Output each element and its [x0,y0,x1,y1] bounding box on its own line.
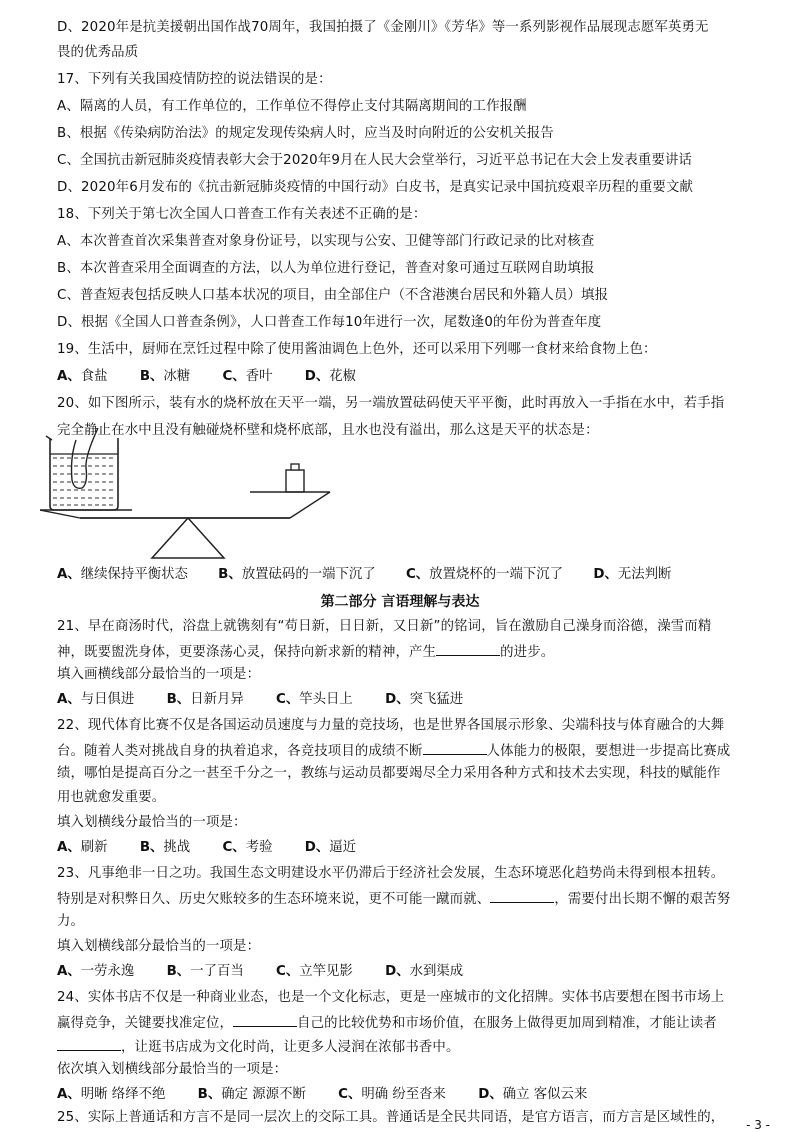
q21-option: B、日新月异 [166,692,244,707]
q22-stem-line2: 台。随着人类对挑战自身的执着追求，各竞技项目的成绩不断 人体能力的极限，要想进一步提高比赛成 [57,744,731,759]
q16-option-d-line2: 畏的优秀品质 [57,45,139,60]
q17-option-c: C、全国抗击新冠肺炎疫情表彰大会于2020年9月在人民大会堂举行，习近平总书记在大会上发表重要讲话 [57,153,693,168]
q24-stem-line3: ，让逛书店成为文化时尚，让更多人浸润在浓郁书香中。 [57,1038,757,1056]
weight-icon [286,464,304,492]
q21-stem-line1: 21、早在商汤时代，浴盘上就镌刻有“苟日新，日日新，又日新”的铭词，旨在激励自己澡身而浴德，澡雪而精 [57,619,712,634]
q21-stem-line2: 神，既要盥洗身体，更要涤荡心灵，保持向新求新的精神，产生 的进步。 [57,645,555,660]
page-number: - 3 - [746,1118,770,1132]
q23-option: C、立竿见影 [276,964,353,979]
q17-stem: 17、下列有关我国疫情防控的说法错误的是： [57,72,332,87]
q24-option: A、明晰 络绎不绝 [57,1087,166,1102]
q21-options [57,692,491,708]
q17-option-d: D、2020年6月发布的《抗击新冠肺炎疫情的中国行动》白皮书，是真实记录中国抗疫艰辛历程的重要文献 [57,180,694,195]
q24-option: C、明确 纷至沓来 [338,1087,446,1102]
q20-option: C、放置烧杯的一端下沉了 [405,567,564,582]
q23-prompt: 填入划横线部分最恰当的一项是： [57,939,261,954]
q22-stem-line1: 22、现代体育比赛不仅是各国运动员速度与力量的竞技场，也是世界各国展示形象、尖端科技与体育融合的大舞 [57,718,725,733]
q22-option: B、挑战 [139,840,191,855]
q19-option: C、香叶 [222,369,273,384]
beaker-icon [46,436,118,510]
answer-blank [423,742,487,755]
q18-option-b: B、本次普查采用全面调查的方法，以人为单位进行登记，普查对象可通过互联网自助填报 [57,261,595,276]
q18-stem: 18、下列关于第七次全国人口普查工作有关表述不正确的是： [57,207,427,222]
q20-stem-line2: 完全静止在水中且没有触碰烧杯壁和烧杯底部，且水也没有溢出，那么这是天平的状态是： [57,423,599,438]
q20-stem-line1: 20、如下图所示，装有水的烧杯放在天平一端，另一端放置砝码使天平平衡，此时再放入一手指在水中，若手指 [57,396,725,411]
fulcrum-icon [152,518,224,558]
section-title: 第二部分 言语理解与表达 [320,594,480,610]
answer-blank [490,890,554,903]
q23-stem-line2: 特别是对积弊日久、历史欠账较多的生态环境来说，更不可能一蹴而就、 ，需要付出长期不懈的艰苦努 [57,892,731,907]
q24-stem-line2: 赢得竞争，关键要找准定位， 自己的比较优势和市场价值，在服务上做得更加周到精准，才能让读者 [57,1016,717,1031]
q24-option: B、确定 源源不断 [197,1087,306,1102]
q22-option: D、逼近 [304,840,357,855]
q17-option-a: A、隔离的人员，有工作单位的，工作单位不得停止支付其隔离期间的工作报酬 [57,99,527,114]
q23-stem-line1: 23、凡事绝非一日之功。我国生态文明建设水平仍滞后于经济社会发展，生态环境恶化趋势尚未得到根本扭转。 [57,866,725,881]
q20-option: B、放置砝码的一端下沉了 [218,567,376,582]
q24-option: D、确立 客似云来 [478,1087,588,1102]
q23-options [57,964,491,980]
q25-stem-line1: 25、实际上普通话和方言不是同一层次上的交际工具。普通话是全民共同语，是官方语言，而方言是区域性的， [57,1110,725,1125]
q22-stem-line3: 绩，哪怕是提高百分之一甚至千分之一，教练与运动员都要竭尽全力采用各种方式和技术去实现，科技的赋能作 [57,766,721,781]
q22-stem-line4: 用也就愈发重要。 [57,790,166,805]
q19-option: D、花椒 [304,369,357,384]
q23-stem-line3: 力。 [57,914,85,929]
q21-option: A、与日俱进 [57,692,135,707]
q18-option-a: A、本次普查首次采集普查对象身份证号，以实现与公安、卫健等部门行政记录的比对核查 [57,234,595,249]
answer-blank [233,1014,297,1027]
q24-options [57,1087,615,1103]
q18-option-d: D、根据《全国人口普查条例》，人口普查工作每10年进行一次，尾数逢0的年份为普查年度 [57,315,602,330]
q18-option-c: C、普查短表包括反映人口基本状况的项目，由全部住户（不含港澳台居民和外籍人员）填报 [57,288,609,303]
q22-prompt: 填入划横线分最恰当的一项是： [57,815,247,830]
q23-option: A、一劳永逸 [57,964,135,979]
q20-options [57,567,699,583]
q21-option: C、竿头日上 [276,692,353,707]
q21-prompt: 填入画横线部分最恰当的一项是： [57,667,261,682]
q22-option: C、考验 [222,840,273,855]
q24-prompt: 依次填入划横线部分最恰当的一项是： [57,1062,288,1077]
q19-stem: 19、生活中，厨师在烹饪过程中除了使用酱油调色上色外，还可以采用下列哪一食材来给食物上色： [57,342,657,357]
q21-option: D、突飞猛进 [385,692,464,707]
q19-option: B、冰糖 [139,369,191,384]
answer-blank [57,1038,121,1051]
answer-blank [436,643,500,656]
q22-option: A、刷新 [57,840,108,855]
q19-options [57,369,384,385]
q20-option: D、无法判断 [593,567,672,582]
q20-option: A、继续保持平衡状态 [57,567,188,582]
balance-scale-figure [40,418,340,563]
q23-option: D、水到渠成 [385,964,464,979]
q17-option-b: B、根据《传染病防治法》的规定发现传染病人时，应当及时向附近的公安机关报告 [57,126,554,141]
q24-stem-line1: 24、实体书店不仅是一种商业业态，也是一个文化标志，更是一座城市的文化招牌。实体书店要想在图书市场上 [57,990,725,1005]
q16-option-d-line1: D、2020年是抗美援朝出国作战70周年，我国拍摄了《金刚川》《芳华》等一系列影视作品展现志愿军英勇无 [57,20,709,35]
q19-option: A、食盐 [57,369,108,384]
q23-option: B、一了百当 [166,964,244,979]
q22-options [57,840,384,856]
